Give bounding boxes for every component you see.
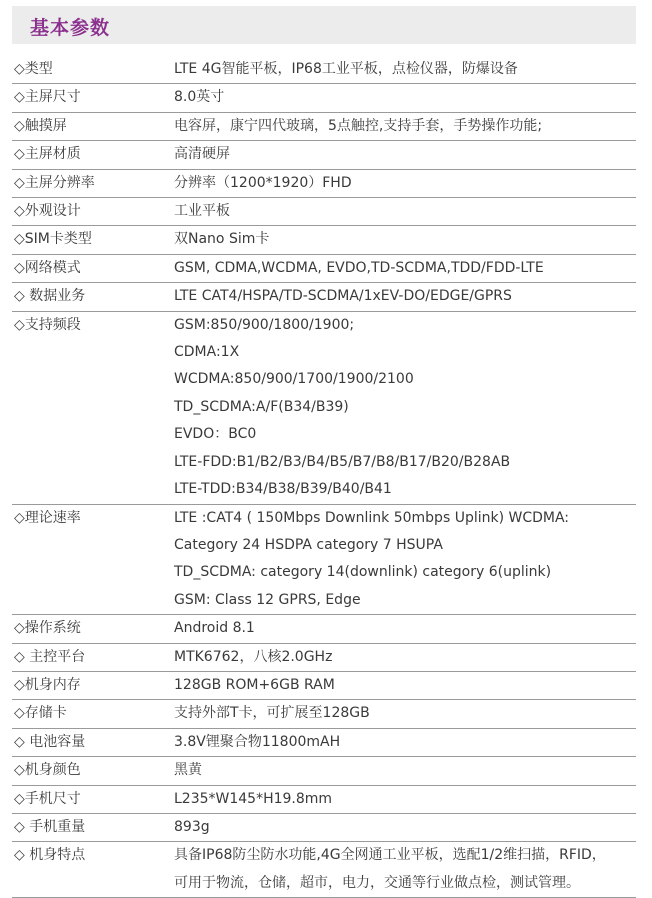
spec-row [12, 672, 636, 700]
spec-value-line: 分辨率（1200*1920）FHD [174, 174, 352, 191]
spec-value-line: LTE-TDD:B34/B38/B39/B40/B41 [174, 481, 392, 498]
spec-label: ◇ 电池容量 [14, 733, 86, 750]
spec-label: ◇主屏尺寸 [14, 89, 81, 106]
spec-label: ◇SIM卡类型 [14, 231, 92, 248]
spec-label: ◇ 主控平台 [14, 648, 86, 665]
spec-row [12, 814, 636, 842]
spec-row [12, 312, 636, 505]
spec-value-line: 黑黄 [174, 762, 202, 779]
spec-value-line: CDMA:1X [174, 344, 240, 361]
spec-value-line: 3.8V锂聚合物11800mAH [174, 733, 341, 750]
spec-label: ◇支持频段 [14, 316, 81, 333]
spec-value-line: WCDMA:850/900/1700/1900/2100 [174, 371, 414, 388]
spec-value [174, 113, 636, 140]
spec-label: ◇ 数据业务 [14, 288, 86, 305]
spec-row [12, 84, 636, 112]
spec-label: ◇手机尺寸 [14, 790, 81, 807]
spec-value-line: LTE CAT4/HSPA/TD-SCDMA/1xEV-DO/EDGE/GPRS [174, 288, 512, 305]
spec-label: ◇类型 [14, 61, 53, 77]
spec-value [174, 814, 636, 841]
spec-value-line: 893g [174, 818, 210, 835]
spec-label: ◇机身内存 [14, 676, 81, 693]
spec-label: ◇机身颜色 [14, 762, 81, 779]
section-title: 基本参数 [30, 17, 111, 39]
spec-row [12, 505, 636, 616]
spec-label: ◇网络模式 [14, 259, 81, 276]
spec-value [174, 255, 636, 282]
spec-row [12, 786, 636, 814]
spec-value-line: TD_SCDMA:A/F(B34/B39) [174, 398, 349, 415]
spec-label: ◇理论速率 [14, 509, 81, 526]
section-header [12, 6, 636, 44]
spec-row [12, 729, 636, 757]
spec-value-line: 128GB ROM+6GB RAM [174, 676, 335, 693]
spec-value-line: Category 24 HSDPA category 7 HSUPA [174, 536, 443, 553]
spec-value [174, 141, 636, 168]
spec-value-line: GSM: Class 12 GPRS, Edge [174, 591, 361, 608]
spec-value-line: 工业平板 [174, 203, 230, 220]
spec-value-line: EVDO：BC0 [174, 426, 257, 443]
spec-table [12, 56, 636, 898]
spec-row [12, 644, 636, 672]
spec-row [12, 226, 636, 254]
spec-value [174, 757, 636, 784]
spec-label: ◇ 手机重量 [14, 818, 86, 835]
spec-value-line: LTE :CAT4 ( 150Mbps Downlink 50mbps Uplink) WCDMA: [174, 509, 570, 526]
spec-label: ◇主屏分辨率 [14, 174, 95, 191]
spec-value-line: 8.0英寸 [174, 89, 225, 106]
spec-label: ◇触摸屏 [14, 117, 67, 134]
spec-value-line: 高清硬屏 [174, 146, 230, 163]
spec-value-line: LTE-FDD:B1/B2/B3/B4/B5/B7/B8/B17/B20/B28AB [174, 453, 511, 470]
spec-label: ◇主屏材质 [14, 146, 81, 163]
spec-value [174, 672, 636, 699]
spec-value [174, 56, 636, 83]
spec-row [12, 757, 636, 785]
spec-value [174, 226, 636, 253]
spec-value [174, 644, 636, 671]
spec-label: ◇操作系统 [14, 620, 81, 637]
spec-value [174, 700, 636, 727]
spec-value-line: 双Nano Sim卡 [174, 231, 270, 248]
spec-value-line: LTE 4G智能平板，IP68工业平板，点检仪器，防爆设备 [174, 61, 518, 77]
spec-row [12, 615, 636, 643]
spec-row [12, 198, 636, 226]
spec-row [12, 141, 636, 169]
spec-row [12, 56, 636, 84]
spec-value [174, 786, 636, 813]
spec-value [174, 170, 636, 197]
spec-label: ◇外观设计 [14, 203, 81, 220]
spec-value-line: L235*W145*H19.8mm [174, 790, 333, 807]
spec-row [12, 170, 636, 198]
spec-value-line: 支持外部T卡，可扩展至128GB [174, 705, 370, 722]
spec-value-line: GSM:850/900/1800/1900; [174, 316, 355, 333]
spec-value [174, 283, 636, 310]
spec-value-line: 可用于物流，仓储，超市，电力，交通等行业做点检，测试管理。 [174, 874, 580, 891]
spec-value-line: TD_SCDMA: category 14(downlink) category 6(uplink) [174, 564, 552, 581]
spec-value-line: 具备IP68防尘防水功能,4G全网通工业平板，选配1/2维扫描，RFID， [174, 847, 606, 864]
spec-value [174, 312, 636, 504]
spec-label: ◇ 机身特点 [14, 847, 86, 864]
spec-row [12, 283, 636, 311]
spec-row [12, 113, 636, 141]
spec-row [12, 842, 636, 898]
spec-row [12, 700, 636, 728]
spec-label: ◇存储卡 [14, 705, 67, 722]
spec-value [174, 615, 636, 642]
spec-value-line: Android 8.1 [174, 620, 255, 637]
spec-value [174, 842, 636, 897]
spec-value [174, 729, 636, 756]
spec-value-line: 电容屏，康宁四代玻璃，5点触控,支持手套，手势操作功能; [174, 117, 543, 134]
spec-value [174, 198, 636, 225]
spec-value [174, 84, 636, 111]
spec-value [174, 505, 636, 615]
spec-value-line: GSM, CDMA,WCDMA, EVDO,TD-SCDMA,TDD/FDD-LTE [174, 259, 544, 276]
spec-value-line: MTK6762，八核2.0GHz [174, 648, 333, 665]
spec-row [12, 255, 636, 283]
